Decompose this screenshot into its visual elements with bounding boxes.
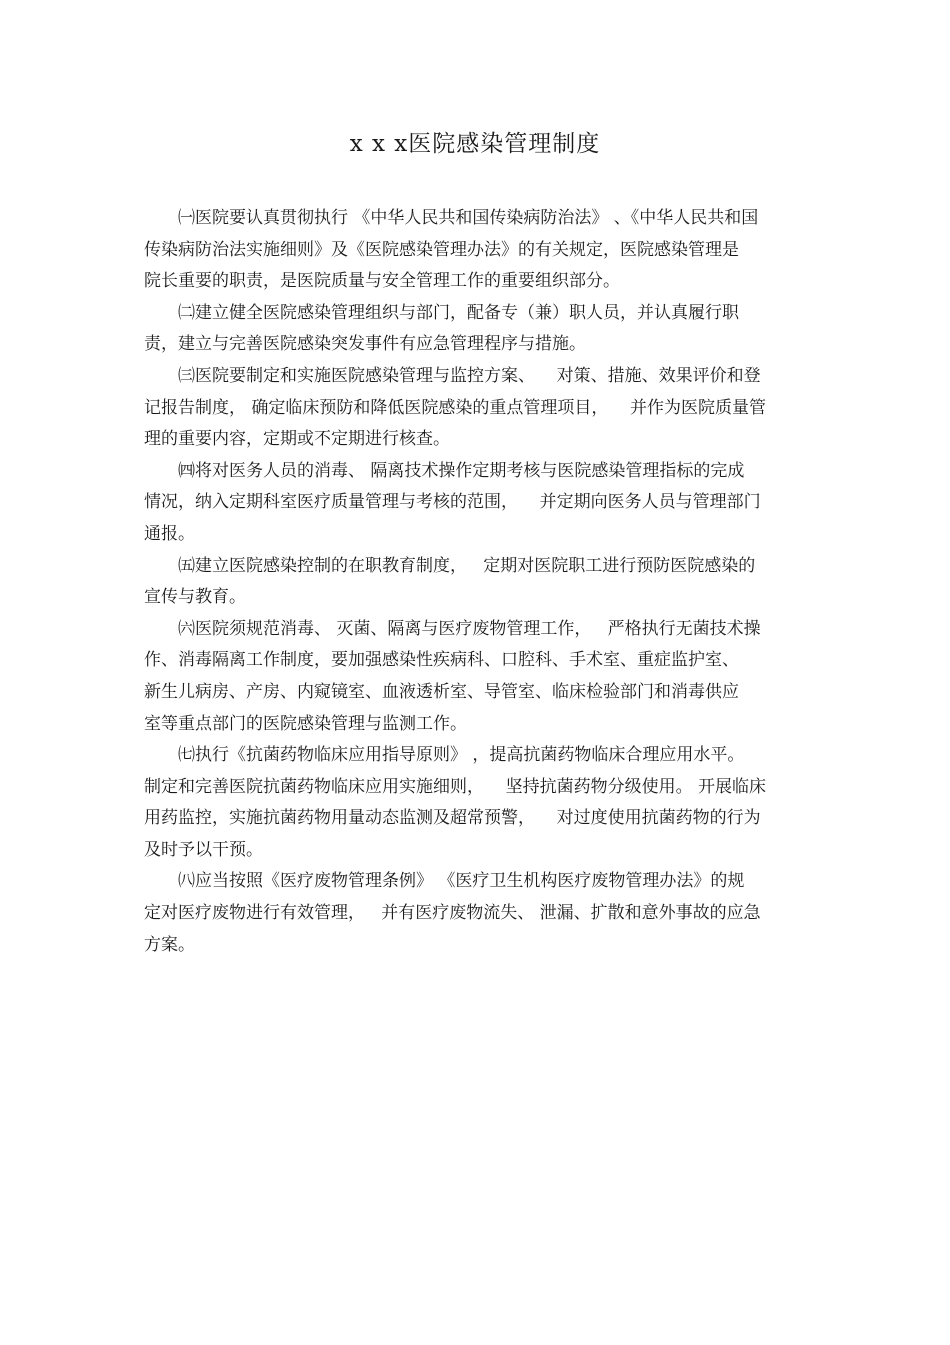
- paragraph-line: 责，建立与完善医院感染突发事件有应急管理程序与措施。: [144, 334, 586, 355]
- paragraph-1: [144, 203, 804, 298]
- paragraph-line: ㈧应当按照《医疗废物管理条例》 《医疗卫生机构医疗废物管理办法》的规: [178, 871, 745, 892]
- paragraph-6: [144, 614, 804, 740]
- paragraph-line: 理的重要内容，定期或不定期进行核查。: [144, 429, 450, 450]
- paragraph-line: 新生儿病房、产房、内窥镜室、血液透析室、导管室、临床检验部门和消毒供应: [144, 681, 739, 702]
- paragraph-line: 用药监控，实施抗菌药物用量动态监测及超常预警， 对过度使用抗菌药物的行为: [144, 808, 761, 829]
- paragraph-line: 定对医疗废物进行有效管理， 并有医疗废物流失、 泄漏、扩散和意外事故的应急: [144, 903, 761, 924]
- paragraph-3: [144, 361, 804, 456]
- paragraph-line: ㈤建立医院感染控制的在职教育制度， 定期对医院职工进行预防医院感染的: [178, 555, 756, 576]
- paragraph-line: 通报。: [144, 523, 195, 544]
- paragraph-line: 传染病防治法实施细则》及《医院感染管理办法》的有关规定，医院感染管理是: [144, 239, 739, 260]
- paragraph-4: [144, 456, 804, 551]
- paragraph-line: 制定和完善医院抗菌药物临床应用实施细则， 坚持抗菌药物分级使用。 开展临床: [144, 776, 767, 797]
- paragraph-8: [144, 866, 804, 961]
- document-body: [144, 203, 804, 961]
- paragraph-line: 室等重点部门的医院感染管理与监测工作。: [144, 713, 467, 734]
- paragraph-line: ㈣将对医务人员的消毒、 隔离技术操作定期考核与医院感染管理指标的完成: [178, 460, 745, 481]
- paragraph-line: 情况，纳入定期科室医疗质量管理与考核的范围， 并定期向医务人员与管理部门: [144, 492, 761, 513]
- paragraph-line: 院长重要的职责，是医院质量与安全管理工作的重要组织部分。: [144, 271, 620, 292]
- paragraph-7: [144, 740, 804, 866]
- paragraph-line: 作、消毒隔离工作制度，要加强感染性疾病科、口腔科、手术室、重症监护室、: [144, 650, 739, 671]
- document-title: x x x医院感染管理制度: [349, 131, 601, 157]
- paragraph-line: 方案。: [144, 934, 195, 955]
- paragraph-line: ㈥医院须规范消毒、 灭菌、隔离与医疗废物管理工作， 严格执行无菌技术操: [178, 618, 761, 639]
- paragraph-line: 宣传与教育。: [144, 587, 246, 608]
- paragraph-line: 记报告制度， 确定临床预防和降低医院感染的重点管理项目， 并作为医院质量管: [144, 397, 767, 418]
- paragraph-line: ㈢医院要制定和实施医院感染管理与监控方案、 对策、措施、效果评价和登: [178, 365, 761, 386]
- paragraph-5: [144, 551, 804, 614]
- paragraph-2: [144, 298, 804, 361]
- paragraph-line: ㈡建立健全医院感染管理组织与部门，配备专（兼）职人员，并认真履行职: [178, 302, 739, 323]
- paragraph-line: ㈠医院要认真贯彻执行 《中华人民共和国传染病防治法》 、《中华人民共和国: [178, 208, 759, 228]
- paragraph-line: 及时予以干预。: [144, 839, 263, 860]
- paragraph-line: ㈦执行《抗菌药物临床应用指导原则》 ，提高抗菌药物临床合理应用水平。: [178, 745, 745, 766]
